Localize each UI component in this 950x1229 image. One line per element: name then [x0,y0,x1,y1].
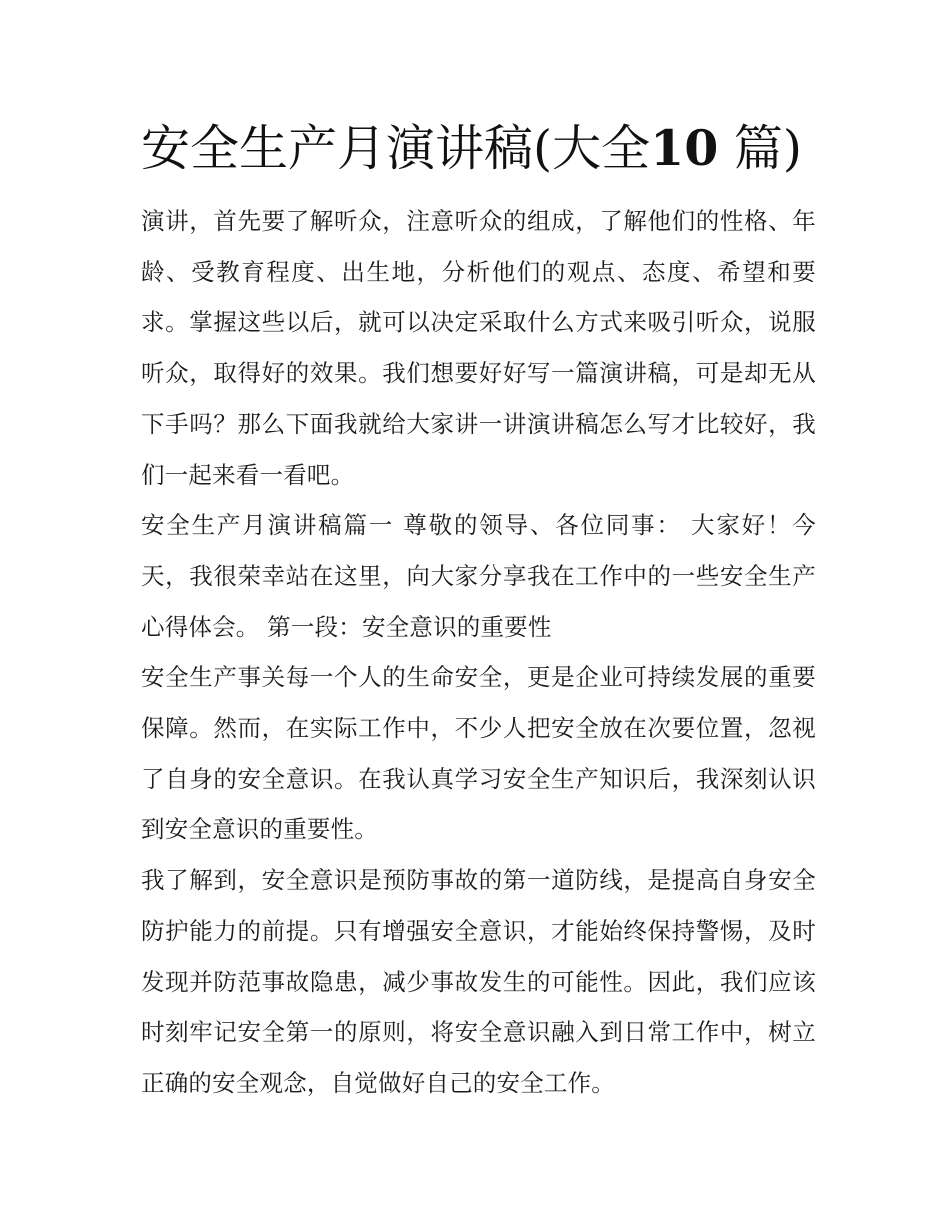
title-space [718,120,734,177]
document-body [141,196,816,1109]
document-title [141,113,816,184]
paragraph-section-one: 安全生产月演讲稿篇一 尊敬的领导、各位同事： 大家好！今天，我很荣幸站在这里，向大家分享我在工作中的一些安全生产心得体会。 第一段：安全意识的重要性 [141,511,816,641]
paragraph-intro: 演讲，首先要了解听众，注意听众的组成，了解他们的性格、年龄、受教育程度、出生地，分析他们的观点、态度、希望和要求。掌握这些以后，就可以决定采取什么方式来吸引听众，说服听众，取得好的效果。我们想要好好写一篇演讲稿，可是却无从下手吗？那么下面我就给大家讲一讲演讲稿怎么写才比较好，我们一起来看一看吧。 [141,207,816,489]
title-suffix: 篇) [733,120,803,177]
title-prefix: 安全生产月演讲稿(大全 [141,120,651,177]
paragraph-safety-importance: 安全生产事关每一个人的生命安全，更是企业可持续发展的重要保障。然而，在实际工作中，不少人把安全放在次要位置，忽视了自身的安全意识。在我认真学习安全生产知识后，我深刻认识到安全意识的重要性。 [141,663,816,844]
paragraph-first-line-defense: 我了解到，安全意识是预防事故的第一道防线，是提高自身安全防护能力的前提。只有增强安全意识，才能始终保持警惕，及时发现并防范事故隐患，减少事故发生的可能性。因此，我们应该时刻牢记安全第一的原则，将安全意识融入到日常工作中，树立正确的安全观念，自觉做好自己的安全工作。 [141,866,816,1097]
title-number: 10 [650,119,719,177]
document-content [141,113,816,1109]
